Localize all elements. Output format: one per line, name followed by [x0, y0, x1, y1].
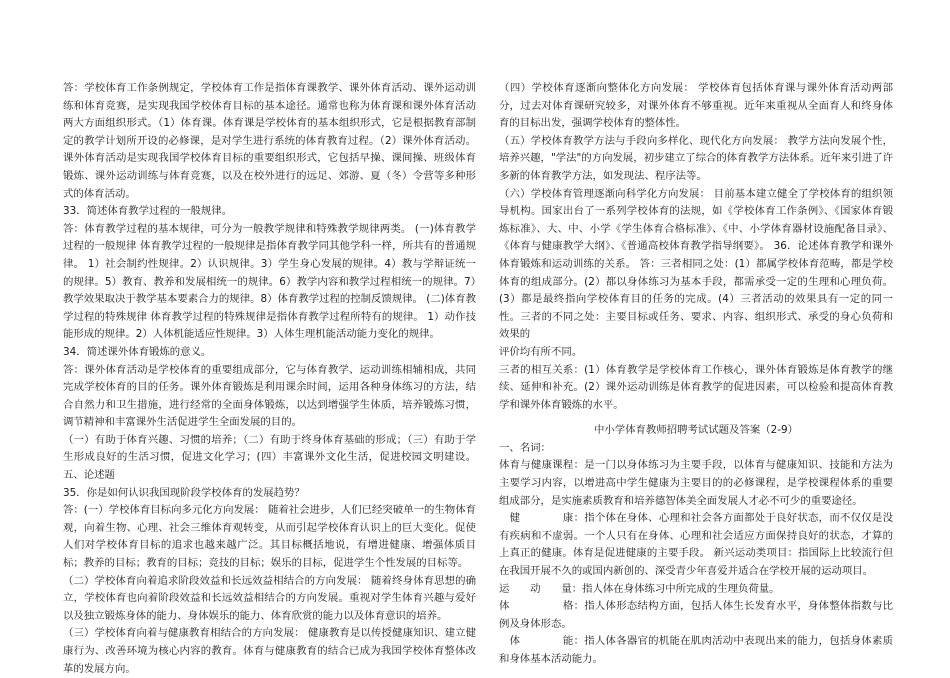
- section-title: 中小学体育教师招聘考试试题及答案（2-9）: [593, 424, 798, 437]
- left-para-3: 答：体育教学过程的基本规律，可分为一般教学规律和特殊教学规律两类。 (一)体育教学过程的一般规律 体育教学过程的一般规律是指体育教学同其他学科一样，所共有的普通规律。 1）社会制约性规律。2）认识规律。3）学生身心发展的规律。4）教与学辩证统一的规律。5）教育、教养和发展相统一的规律。6）教学内容和教学过程相统一的规律。7）教学效果取决于教学基本要素合力的规律。8）体育教学过程的控制反馈规律。 (二)体育教学过程的特殊规律 体育教学过程的特殊规律是指体育教学过程所特有的规律。 1）动作技能形成的规律。2）人体机能适应性规律。3）人体生理机能活动能力变化的规律。: [63, 222, 476, 341]
- definition-item: 体 格：指人体形态结构方面，包括人体生长发育水平，身体整体指数与比例及身体形态。: [499, 600, 893, 630]
- definition-item: 运 动 量：指人体在身体练习中所完成的生理负荷量。: [499, 582, 780, 595]
- left-para-10: （三）学校体育向着与健康教育相结合的方向发展： 健康教育是以传授健康知识、建立健康行为、改善环境为核心内容的教育。体育与健康教育的结合已成为我国学校体育整体改革的发展方向。: [63, 627, 476, 675]
- left-question-35: 35．你是如何认识我国现阶段学校体育的发展趋势？: [63, 486, 305, 499]
- right-para-2: （五）学校体育教学方法与手段向多样化、现代化方向发展： 教学方法向发展个性，培养兴趣，"学法"的方向发展，初步建立了综合的体育教学方法体系。近年来引进了许多新的体育教学方法，如发现法、程序法等。: [499, 134, 894, 182]
- right-para-3: （六）学校体育管理逐渐向科学化方向发展： 目前基本建立健全了学校体育的组织领导机构。国家出台了一系列学校体育的法规，如《学校体育工作条例》、《国家体育锻炼标准》、大、中、小学《学生体育合格标准》、《中、小学体育器材设施配备目录》、《体育与健康教学大纲》、《普通高校体育教学指导纲要》。 36．论述体育教学和课外体育锻炼和运动训练的关系。 答：三者相同之处：(1）都属学校体育范畴，都是学校体育的组成部分。(2）都以身体练习为基本手段，都需承受一定的生理和心理负荷。(3）都是最终指向学校体育目的任务的完成。(4）三者活动的效果具有一定的同一性。三者的不同之处：主要目标或任务、要求、内容、组织形式、承受的身心负荷和效果的: [499, 187, 893, 341]
- right-para-4: 评价均有所不同。: [499, 345, 583, 358]
- section-subtitle: 一、名词：: [499, 441, 551, 454]
- right-para-5: 三者的相互关系：(1）体育教学是学校体育工作核心，课外体育锻炼是体育教学的继续、延伸和补充。(2）课外运动训练是体育教学的促进因素，可以检验和提高体育教学和课外体育锻炼的水平。: [499, 363, 893, 411]
- definition-item: 体育与健康课程：是一门以身体练习为主要手段，以体育与健康知识、技能和方法为主要学习内容，以增进高中学生健康为主要目的的必修课程，是学校课程体系的重要组成部分，是实施素质教育和培养德智体美全面发展人才必不可少的重要途径。: [499, 459, 893, 507]
- left-para-9: （二）学校体育向着追求阶段效益和长远效益相结合的方向发展： 随着终身体育思想的确立，学校体育也向着阶段效益和长远效益相结合的方向发展。重视对学生体育兴趣与爱好以及独立锻炼身体的能力、身体娱乐的能力、体育欣赏的能力以及体育意识的培养。: [63, 574, 476, 622]
- left-question-34: 34．简述课外体育锻炼的意义。: [63, 345, 212, 358]
- definition-item: 体 能：指人体各器官的机能在肌肉活动中表现出来的能力，包括身体素质和身体基本活动能力。: [499, 635, 893, 665]
- left-question-33: 33．简述体育教学过程的一般规律。: [63, 205, 233, 218]
- left-column: [63, 80, 476, 678]
- left-para-6: （一）有助于体育兴趣、习惯的培养；（二）有助于终身体育基础的形成；（三）有助于学生形成良好的生活习惯，促进文化学习；(四）丰富课外文化生活，促进校园文明建设。 五、论述题: [63, 433, 476, 482]
- right-para-1: （四）学校体育逐渐向整体化方向发展： 学校体育包括体育课与课外体育活动两部分，过去对体育课研究较多，对课外体育不够重视。近年来重视从全面育人和终身体育的目标出发，强调学校体育的整体性。: [499, 82, 893, 130]
- right-column: [499, 80, 893, 669]
- left-para-5: 答：课外体育活动是学校体育的重要组成部分，它与体育教学、运动训练相辅相成，共同完成学校体育的目的任务。课外体育锻炼是利用课余时间，运用各种身体练习的方法，结合自然力和卫生措施，进行经常的全面身体锻炼，以达到增强学生体质，培养锻炼习惯，调节精神和丰富课外生活促进学生全面发展的目的。: [63, 363, 476, 429]
- left-para-8: 答：(一）学校体育目标向多元化方向发展： 随着社会进步，人们已经突破单一的生物体育观，向着生物、心理、社会三维体育观转变，从而引起学校体育认识上的巨大变化。促使人们对学校体育目标的追求也越来越广泛。其目标概括地说，有增进健康、增强体质目标；教养的目标；教育的目标；竞技的目标；娱乐的目标，促进学生个性发展的目标等。: [63, 504, 476, 570]
- left-para-1: 答：学校体育工作条例规定，学校体育工作是指体育课教学、课外体育活动、课外运动训练和体育竞赛，是实现我国学校体育目标的基本途径。通常也称为体育课和课外体育活动两大方面组织形式。（1）体育课。体育课是学校体育的基本组织形式，它是根据教育部制定的教学计划所开设的必修课，是对学生进行系统的体育教育过程。（2）课外体育活动。课外体育活动是实现我国学校体育目标的重要组织形式，它包括早操、课间操、班级体育锻炼、课外运动训练与体育竞赛，以及在校外进行的远足、郊游、夏（冬）令营等多种形式的体育活动。: [63, 82, 476, 200]
- definition-item: 健 康：指个体在身体、心理和社会各方面都处于良好状态，而不仅仅是没有疾病和不虚弱。一个人只有在身体、心理和社会适应方面保持良好的状态，才算的上真正的健康。体育是促进健康的主要手段。 新兴运动类项目：指国际上比较流行但在我国开展不久的或国内新创的、深受青少年喜爱并适合在学校开展的运动项目。: [499, 512, 893, 578]
